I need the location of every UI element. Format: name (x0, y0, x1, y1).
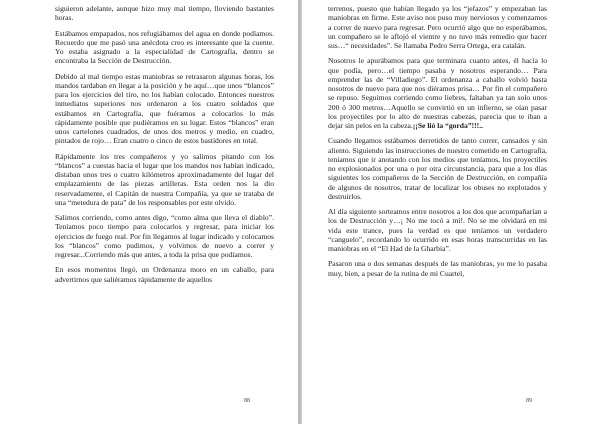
page-number: 88 (244, 398, 250, 404)
paragraph: Cuando llegamos estábamos derretidos de tanto correr, cansados y sin aliento. Siguiendo las instrucciones de nuestro cometido en Cartografía, teníamos que ir anotando con los medios que teníamos, los proyectiles no explosionados por una o por otra circunstancia, para que a los días siguientes los compañeros de la Sección de Destrucción, en compañía de algunos de nosotros, tratar de localizar los obuses no explotados y destruirlos. (328, 136, 547, 201)
right-page (301, 0, 600, 424)
left-page-text (55, 4, 274, 290)
paragraph: terrenos, puesto que habían llegado ya los “jefazos” y empezaban las maniobras en firme. Este aviso nos puso muy nerviosos y comenzamos a correr de nuevo para regresar. Pero ocurrió algo que no esperábamos, un compañero se le aflojó el vientre y no tuvo más remedio que hacer sus…“ necesidades”. Se llamaba Pedro Serra Ortega, era catalán. (328, 4, 547, 50)
paragraph: siguieron adelante, aunque hizo muy mal tiempo, lloviendo bastantes horas. (55, 4, 274, 23)
paragraph (328, 56, 547, 130)
paragraph: En esos momentos llegó, un Ordenanza moro en un caballo, para advertirnos que saliéramos rápidamente de aquellos (55, 265, 274, 284)
paragraph-text: Nosotros le apurábamos para que terminara cuanto antes, él hacía lo que podía, pero…el tiempo pasaba y nosotros esperando… Para emprender las de “Villadiego”. El ordenanza a caballo volvió hasta nosotros de nuevo para que nos diéramos prisa… Por fin el compañero se repuso. Seguimos corriendo como liebres, faltaban ya tan solo unos 200 ó 300 metros…Aquello se convirtió en un infierno, se oían pasar los proyectiles por lo alto de nuestras cabezas, parecía que te iban a dejar sin pelos en la cabeza. (328, 56, 547, 130)
left-page (0, 0, 299, 424)
page-number: 89 (526, 398, 532, 404)
right-page-text (328, 4, 547, 284)
paragraph: Pasaron una o dos semanas después de las maniobras, yo me lo pasaba muy, bien, a pesar de la rutina de mi Cuartel, (328, 259, 547, 278)
bold-phrase: ¡¡Se lió la “gorda”!!!.. (412, 121, 483, 130)
paragraph: Salimos corriendo, como antes digo, “como alma que lleva el diablo”. Teníamos poco tiempo para colocarlos y regresar, para iniciar los ejercicios de fuego real. Por fin llegamos al lugar indicado y colocamos los “blancos” como pudimos, y volvimos de nuevo a correr y regresar...Corriendo más que antes, a toda la prisa que podíamos. (55, 213, 274, 259)
paragraph: Estábamos empapados, nos refugiábamos del agua en donde podíamos. Recuerdo que me pasó una anécdota creo es interesante que la cuente. Yo estaba asignado a la especialidad de Cartografía, dentro se encontraba la Sección de Destrucción. (55, 28, 274, 66)
paragraph: Rápidamente los tres compañeros y yo salimos pitando con los “blancos” a cuestas hacia el lugar que los mandos nos habían indicado, distaban unos tres o cuatro kilómetros aproximadamente del lugar del emplazamiento de las piezas artilleras. Esta orden nos la dio reservadamente, el Capitán de nuestra Compañía, ya que se trataba de una “metedura de pata” de los responsables por este olvido. (55, 151, 274, 207)
paragraph: Debido al mal tiempo estas maniobras se retrasaron algunas horas, los mandos tardaban en llegar a la posición y he aquí…que unos “blancos” para los ejercicios del tiro, no los habían colocado. Entonces nuestros inmediatos superiores nos ordenaron a los cuatro soldados que estábamos en Cartografía, que fuéramos a colocarlos lo más rápidamente posible que pudiéramos en su lugar. Estos “blancos” eran unos cartelones cuadrados, de unos dos metros y medio, en cuadro, pintados de rojo… Eran cuatro o cinco de estos bastidores en total. (55, 71, 274, 146)
paragraph: Al día siguiente sorteamos entre nosotros a los dos que acompañarían a los de Destrucción y…¡ No me tocó a mí!. No se me olvidará en mi vida este trance, pues la verdad es que teníamos un verdadero “canguelo”, recordando lo ocurrido en esas horas transcurridas en las maniobras en el “El Had de la Gharbia”. (328, 207, 547, 253)
